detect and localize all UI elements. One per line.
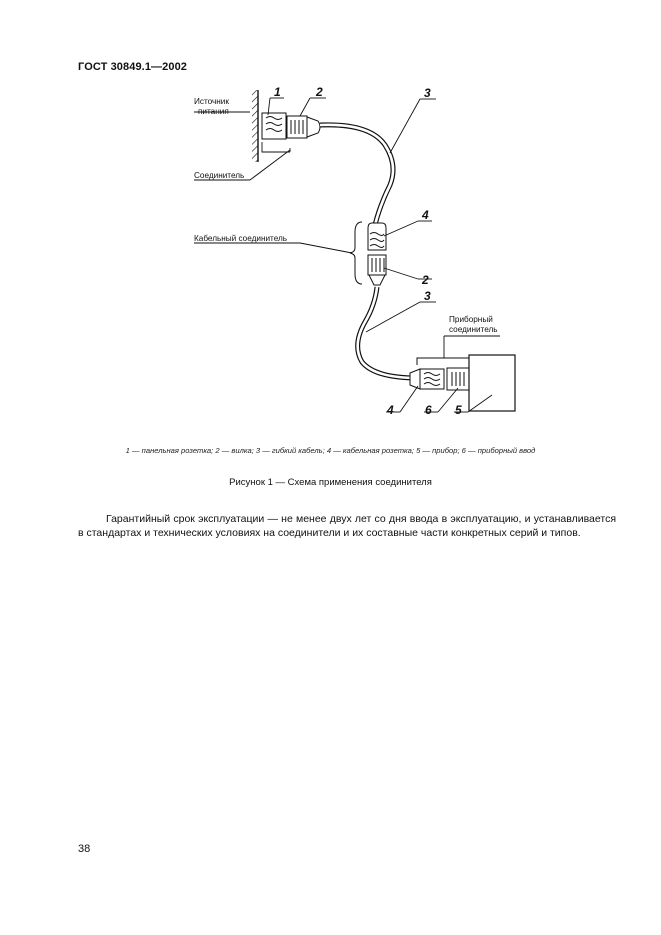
- cable-connector-body: [368, 223, 386, 285]
- body-paragraph: [78, 512, 616, 540]
- callout-2-mid: 2: [422, 273, 429, 287]
- leader-lines: [194, 98, 500, 412]
- label-appliance-connector-line1: Приборный: [449, 315, 493, 324]
- label-appliance-connector-line2: соединитель: [449, 325, 498, 334]
- callout-5: 5: [455, 403, 462, 417]
- label-power-source-line1: Источник: [194, 97, 229, 106]
- label-connector: Соединитель: [194, 171, 245, 180]
- plug: [287, 116, 320, 138]
- document-header: ГОСТ 30849.1—2002: [78, 61, 188, 73]
- appliance-box: [469, 355, 515, 411]
- flexible-cable-upper: [320, 125, 393, 225]
- appliance-connector-bracket: [417, 358, 469, 365]
- label-cable-connector: Кабельный соединитель: [194, 234, 288, 243]
- label-power-source-line2: питания: [198, 107, 229, 116]
- body-paragraph-text: Гарантийный срок эксплуатации — не менее двух лет со дня ввода в эксплуатацию, и устанавливается в стандартах и технических условиях на соединители и их составные части конкретных серий и типов.: [78, 513, 616, 539]
- callout-2-top: 2: [316, 85, 323, 99]
- callout-6: 6: [425, 403, 432, 417]
- wall-hatching: [252, 90, 258, 162]
- callout-3-top: 3: [424, 86, 431, 100]
- callout-1: 1: [274, 85, 281, 99]
- panel-socket: [262, 113, 286, 139]
- appliance-inlet: [447, 368, 469, 390]
- appliance-cable-socket: [410, 369, 444, 389]
- callout-4-bottom: 4: [387, 403, 394, 417]
- flexible-cable-lower: [358, 287, 418, 378]
- callout-4-mid: 4: [422, 208, 429, 222]
- figure-legend: 1 — панельная розетка; 2 — вилка; 3 — гибкий кабель; 4 — кабельная розетка; 5 — прибор; 6 — приборный ввод: [125, 446, 536, 455]
- callout-3-bottom: 3: [424, 289, 431, 303]
- page-number: 38: [78, 843, 91, 855]
- figure-caption: Рисунок 1 — Схема применения соединителя: [229, 477, 432, 488]
